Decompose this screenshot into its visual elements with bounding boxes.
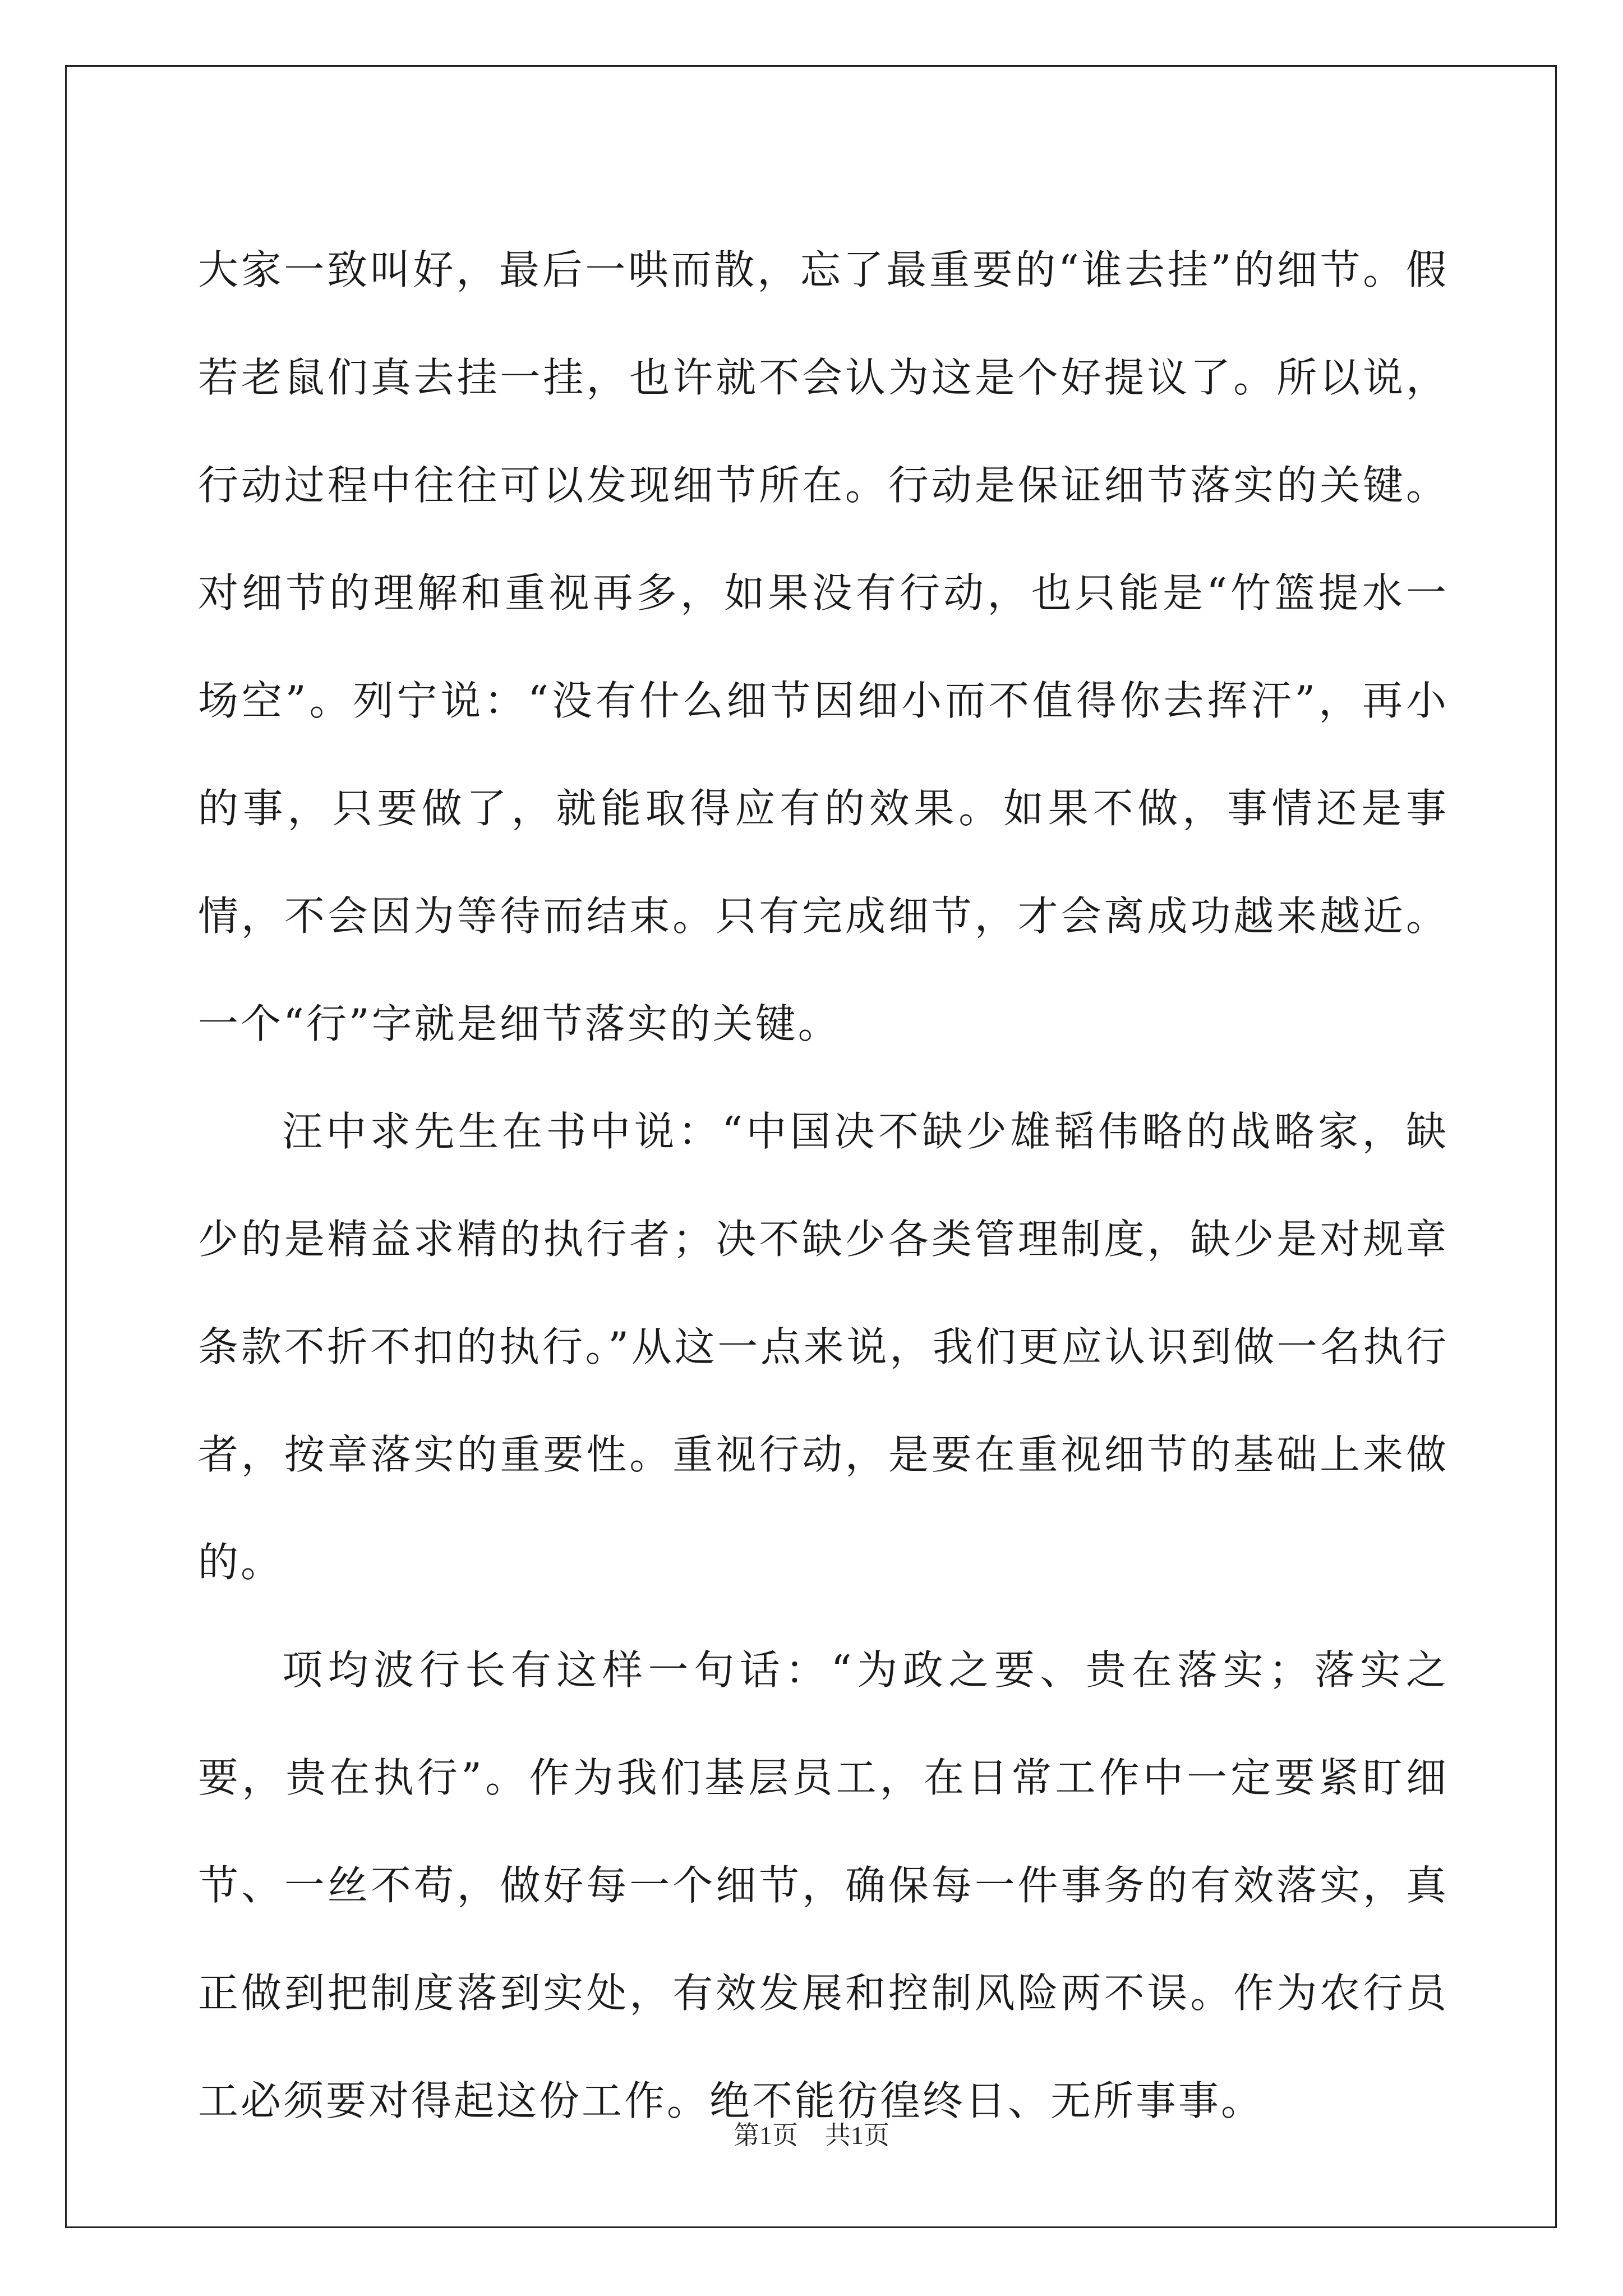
page-total: 共1页 xyxy=(825,2121,889,2150)
paragraph: 大家一致叫好，最后一哄而散，忘了最重要的“谁去挂”的细节。假若老鼠们真去挂一挂，也许就不会认为这是个好提议了。所以说，行动过程中往往可以发现细节所在。行动是保证细节落实的关键。对细节的理解和重视再多，如果没有行动，也只能是“竹篮提水一场空”。列宁说：“没有什么细节因细小而不值得你去挥汗”，再小的事，只要做了，就能取得应有的效果。如果不做，事情还是事情，不会因为等待而结束。只有完成细节，才会离成功越来越近。一个“行”字就是细节落实的关键。 xyxy=(198,246,1449,1047)
page-footer xyxy=(0,2115,1623,2152)
paragraph: 汪中求先生在书中说：“中国决不缺少雄韬伟略的战略家，缺少的是精益求精的执行者；决不缺少各类管理制度，缺少是对规章条款不折不扣的执行。”从这一点来说，我们更应认识到做一名执行者，按章落实的重要性。重视行动，是要在重视细节的基础上来做的。 xyxy=(198,1108,1449,1586)
paragraph: 项均波行长有这样一句话：“为政之要、贵在落实；落实之要，贵在执行”。作为我们基层员工，在日常工作中一定要紧盯细节、一丝不苟，做好每一个细节，确保每一件事务的有效落实，真正做到把制度落到实处，有效发展和控制风险两不误。作为农行员工必须要对得起这份工作。绝不能彷徨终日、无所事事。 xyxy=(198,1646,1449,2124)
document-body xyxy=(198,216,1449,2155)
page-number: 第1页 xyxy=(734,2121,798,2150)
